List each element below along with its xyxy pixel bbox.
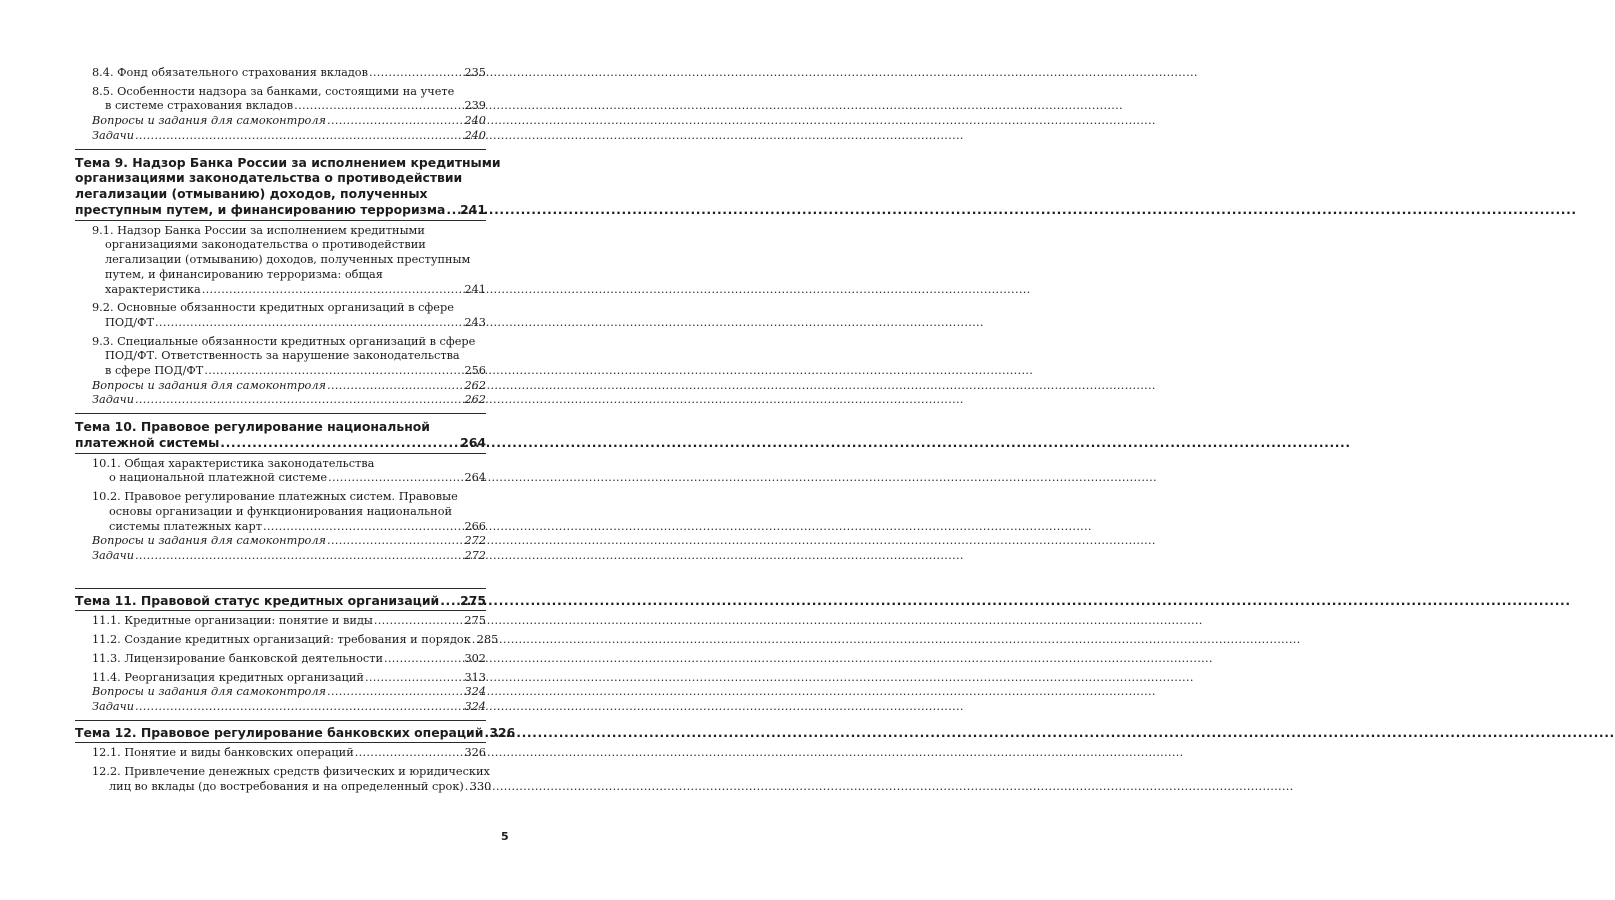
entry-title-line: 9.3. Специальные обязанности кредитных организаций в сфере [92,334,476,348]
topic-title-line: Тема 10. Правовое регулирование национальной [75,419,430,435]
page-ref: 272 [464,548,486,562]
page-ref: 324 [464,685,486,699]
table-of-contents [75,0,516,795]
topic-title-line: Тема 11. Правовой статус кредитных организаций [75,592,440,608]
toc-entry-9-1 [75,224,486,298]
topic-title-line: легализации (отмыванию) доходов, полученных [75,186,428,202]
dot-leader [374,614,464,629]
page-ref: 264 [460,434,486,450]
toc-entry-tasks-11 [75,700,486,715]
entry-title: 8.4. Фонд обязательного страхования вкладов [92,66,368,79]
topic-title-line: Тема 12. Правовое регулирование банковских операций [75,724,484,740]
entry-title-line: путем, и финансированию терроризма: общая [105,267,383,281]
entry-title: Задачи [92,128,134,142]
toc-entry-questions-11 [75,685,486,700]
entry-title-line: организациями законодательства о противодействии [105,238,426,252]
entry-title: 11.4. Реорганизация кредитных организаций [92,670,364,684]
page-ref: 235 [464,66,486,79]
entry-title-line: легализации (отмыванию) доходов, полученных преступным [105,253,471,267]
page-ref: 264 [464,471,486,485]
dot-leader [465,780,469,795]
entry-title: Задачи [92,699,134,713]
page-ref: 275 [464,614,486,628]
divider [75,742,486,743]
page-ref: 326 [464,746,486,760]
toc-entry-10-1 [75,457,486,486]
page-ref: 330 [469,779,492,793]
dot-leader [484,725,488,741]
page-ref: 313 [464,670,486,684]
dot-leader [327,379,463,394]
toc-entry-questions-8 [75,114,486,129]
dot-leader [369,66,463,81]
dot-leader [220,435,459,451]
toc-entry-11-4 [75,671,486,686]
page-ref: 240 [464,114,486,128]
toc-topic-11 [75,589,486,609]
toc-entry-tasks-10 [75,549,486,564]
dot-leader [472,633,476,648]
page-ref: 240 [464,128,486,142]
dot-leader [327,685,463,700]
dot-leader [327,534,463,549]
dot-leader [355,746,464,761]
dot-leader [327,114,463,129]
dot-leader [204,364,463,379]
dot-leader [135,129,463,144]
entry-title-line: в сфере ПОД/ФТ [105,364,204,378]
page-ref: 326 [489,724,516,740]
entry-title-line: лиц во вклады (до востребования и на определенный срок) [109,779,464,793]
dot-leader [440,593,459,609]
toc-entry-8-4 [75,66,486,81]
page-ref: 256 [464,364,486,378]
toc-entry-tasks-8 [75,129,486,144]
topic-title-line: организациями законодательства о противодействии [75,170,463,186]
dot-leader [446,202,459,218]
topic-title-line: Тема 9. Надзор Банка России за исполнением кредитными [75,154,501,170]
entry-title: Вопросы и задания для самоконтроля [92,378,327,392]
page-ref: 272 [464,534,486,548]
topic-title-line: преступным путем, и финансированию терроризма [75,201,446,217]
page-ref: 241 [460,201,486,217]
toc-entry-tasks-9 [75,393,486,408]
toc-topic-9 [75,150,501,218]
entry-title: Вопросы и задания для самоконтроля [92,685,327,699]
entry-title-line: 9.1. Надзор Банка России за исполнением кредитными [92,223,425,237]
page-ref: 262 [464,393,486,407]
toc-entry-10-2 [75,490,486,534]
toc-entry-questions-10 [75,534,486,549]
dot-leader [135,393,463,408]
entry-title-line: о национальной платежной системе [109,471,328,485]
toc-entry-8-5 [75,85,486,114]
page-ref: 241 [464,282,486,296]
entry-title-line: 9.2. Основные обязанности кредитных организаций в сфере [92,301,454,315]
page-number: 5 [501,830,509,843]
entry-title-line: ПОД/ФТ. Ответственность за нарушение законодательства [105,349,460,363]
entry-title: 12.1. Понятие и виды банковских операций [92,746,354,760]
page-ref: 324 [464,699,486,713]
dot-leader [294,99,463,114]
entry-title: 11.2. Создание кредитных организаций: требования и порядок [92,633,471,647]
page-ref: 262 [464,378,486,392]
toc-entry-9-3 [75,335,486,379]
toc-entry-11-2 [75,633,499,648]
page-ref: 266 [464,519,486,533]
toc-entry-12-1 [75,746,486,761]
page-ref: 302 [464,651,486,665]
entry-title: Задачи [92,393,134,407]
entry-title-line: основы организации и функционирования национальной [109,504,453,518]
toc-entry-11-1 [75,614,486,629]
toc-entry-12-2 [75,765,492,794]
dot-leader [135,549,463,564]
page-ref: 239 [464,99,486,113]
topic-title-line: платежной системы [75,434,220,450]
dot-leader [155,316,463,331]
entry-title: Задачи [92,548,134,562]
toc-entry-9-2 [75,301,486,330]
dot-leader [202,283,464,298]
entry-title-line: характеристика [105,282,201,296]
entry-title: 11.1. Кредитные организации: понятие и виды [92,614,373,628]
page-ref: 243 [464,315,486,329]
entry-title-line: 8.5. Особенности надзора за банками, состоящими на учете [92,84,455,98]
divider [75,610,486,611]
entry-title: Вопросы и задания для самоконтроля [92,114,327,128]
entry-title-line: в системе страхования вкладов [105,99,294,113]
toc-entry-11-3 [75,652,486,667]
page-ref: 285 [476,633,499,647]
entry-title-line: системы платежных карт [109,519,263,533]
page-ref: 275 [460,592,486,608]
dot-leader [135,700,463,715]
entry-title: 11.3. Лицензирование банковской деятельности [92,651,383,665]
toc-topic-10 [75,414,486,451]
entry-title: Вопросы и задания для самоконтроля [92,534,327,548]
entry-title-line: 12.2. Привлечение денежных средств физических и юридических [92,765,490,779]
entry-title-line: 10.1. Общая характеристика законодательства [92,456,375,470]
toc-topic-12 [75,721,516,741]
dot-leader [365,671,464,686]
dot-leader [384,652,463,667]
divider [75,453,486,454]
divider [75,220,486,221]
dot-leader [263,520,463,535]
entry-title-line: ПОД/ФТ [105,315,155,329]
entry-title-line: 10.2. Правовое регулирование платежных систем. Правовые [92,490,458,504]
toc-entry-questions-9 [75,379,486,394]
dot-leader [328,471,463,486]
